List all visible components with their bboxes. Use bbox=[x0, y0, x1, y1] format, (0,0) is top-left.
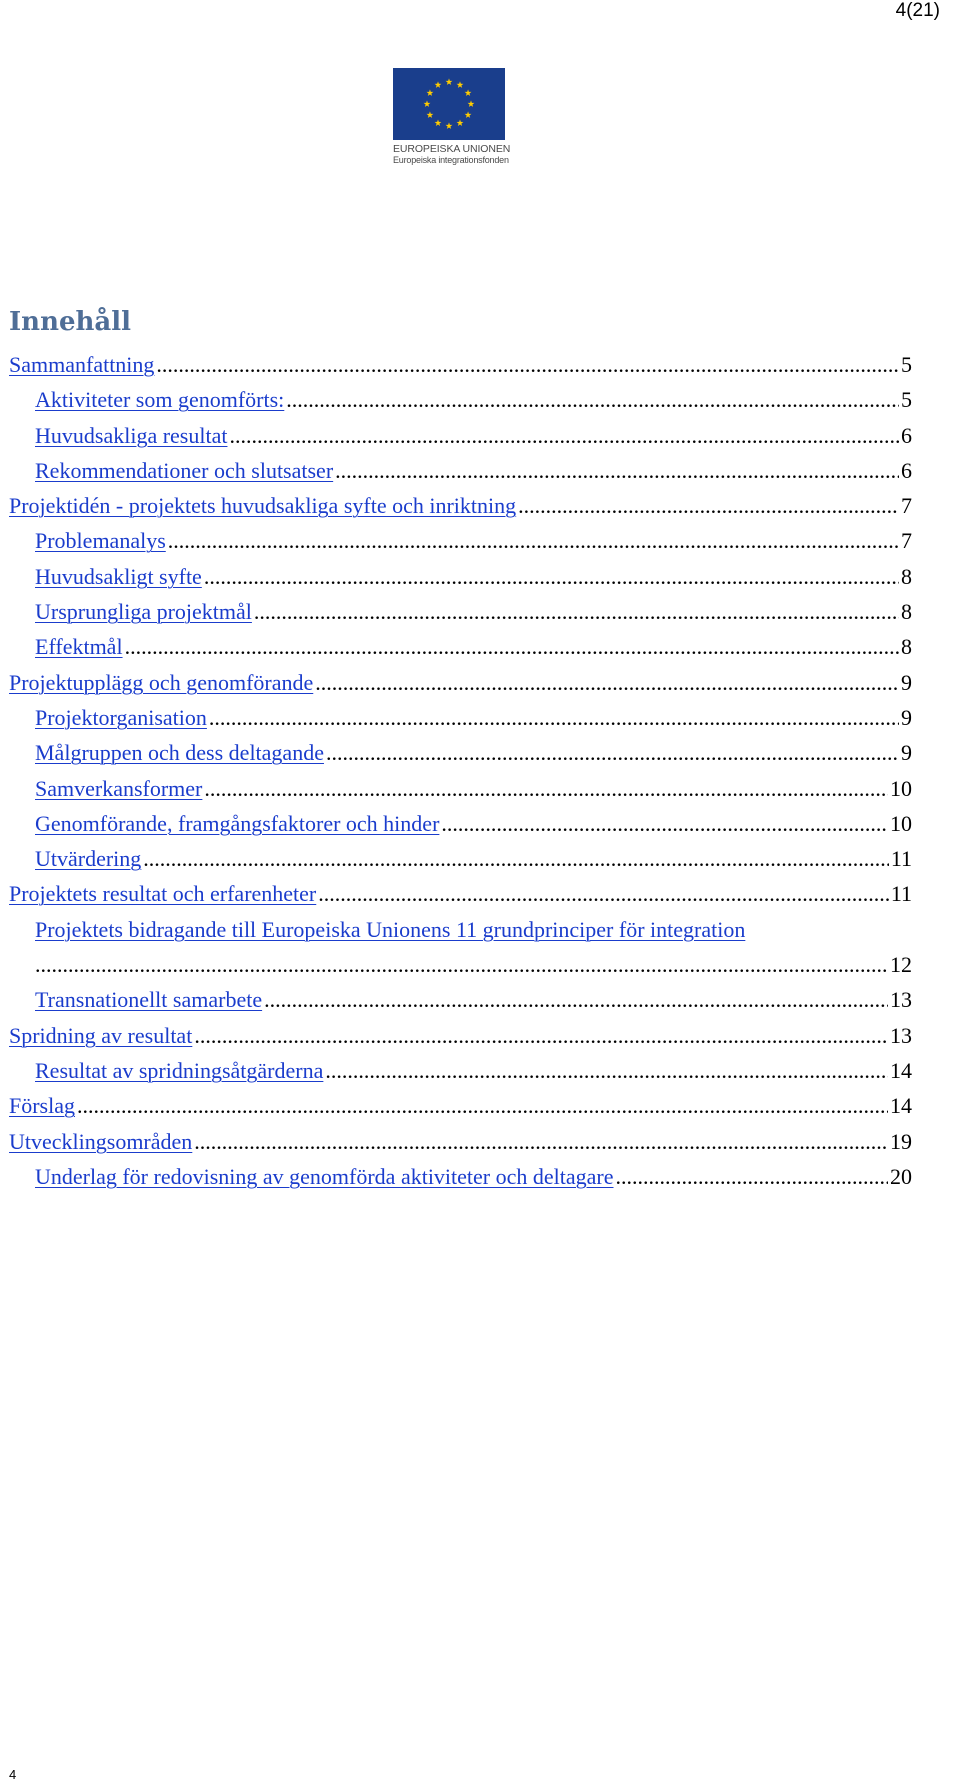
toc-page-number: 7 bbox=[901, 528, 912, 554]
toc-dot-leader bbox=[441, 810, 888, 838]
toc-dot-leader bbox=[77, 1092, 888, 1120]
toc-dot-leader bbox=[229, 422, 899, 450]
toc-dot-leader bbox=[143, 845, 889, 873]
toc-link[interactable]: Problemanalys bbox=[35, 528, 166, 554]
toc-entry-utvecklingsomraden[interactable] bbox=[9, 1128, 912, 1163]
toc-link[interactable]: Huvudsakligt syfte bbox=[35, 563, 202, 589]
toc-entry-utvardering[interactable] bbox=[9, 845, 912, 880]
table-of-contents bbox=[9, 351, 912, 1198]
toc-dot-leader bbox=[264, 986, 888, 1014]
toc-page-number: 19 bbox=[890, 1128, 912, 1154]
toc-link[interactable]: Rekommendationer och slutsatser bbox=[35, 457, 334, 483]
toc-link[interactable]: Samverkansformer bbox=[35, 775, 203, 801]
toc-entry-huvudsakligt-syfte[interactable] bbox=[9, 563, 912, 598]
toc-link[interactable]: Underlag för redovisning av genomförda aktiviteter och deltagare bbox=[35, 1163, 614, 1189]
toc-page-number: 9 bbox=[901, 704, 912, 730]
toc-entry-ursprungliga-projektmal[interactable] bbox=[9, 598, 912, 633]
toc-dot-leader bbox=[35, 951, 888, 979]
toc-entry-projektorganisation[interactable] bbox=[9, 704, 912, 739]
toc-page-number: 9 bbox=[901, 740, 912, 766]
toc-entry-spridningsatgarder[interactable] bbox=[9, 1057, 912, 1092]
toc-entry-projektets-resultat[interactable] bbox=[9, 880, 912, 915]
toc-link[interactable]: Genomförande, framgångsfaktorer och hinder bbox=[35, 810, 440, 836]
toc-entry-aktiviteter[interactable] bbox=[9, 386, 912, 421]
toc-link[interactable]: Projektorganisation bbox=[35, 704, 207, 730]
toc-dot-leader bbox=[318, 880, 889, 908]
toc-link[interactable]: Effektmål bbox=[35, 634, 123, 660]
toc-link[interactable]: Aktiviteter som genomförts: bbox=[35, 387, 285, 413]
toc-dot-leader bbox=[518, 492, 899, 520]
toc-page-number: 11 bbox=[890, 846, 912, 872]
toc-link[interactable]: Projektupplägg och genomförande bbox=[9, 669, 314, 695]
toc-entry-sammanfattning[interactable] bbox=[9, 351, 912, 386]
eu-logo bbox=[393, 68, 511, 166]
toc-entry-forslag[interactable] bbox=[9, 1092, 912, 1127]
toc-link[interactable]: Ursprungliga projektmål bbox=[35, 599, 252, 625]
toc-entry-underlag[interactable] bbox=[9, 1163, 912, 1198]
toc-page-number: 6 bbox=[901, 422, 912, 448]
toc-link[interactable]: Förslag bbox=[9, 1093, 75, 1119]
toc-entry-transnationellt[interactable] bbox=[9, 986, 912, 1021]
toc-dot-leader bbox=[315, 669, 899, 697]
toc-entry-genomforande[interactable] bbox=[9, 810, 912, 845]
toc-entry-huvudsakliga-resultat[interactable] bbox=[9, 422, 912, 457]
toc-page-number: 20 bbox=[890, 1163, 912, 1189]
toc-page-number: 13 bbox=[890, 987, 912, 1013]
toc-dot-leader bbox=[209, 704, 899, 732]
toc-entry-rekommendationer[interactable] bbox=[9, 457, 912, 492]
toc-page-number: 9 bbox=[901, 669, 912, 695]
toc-heading: Innehåll bbox=[9, 307, 132, 337]
toc-link[interactable]: Målgruppen och dess deltagande bbox=[35, 740, 324, 766]
toc-link[interactable]: Projektets bidragande till Europeiska Unionens 11 grundprinciper för integration bbox=[35, 916, 746, 942]
toc-page-number: 8 bbox=[901, 563, 912, 589]
toc-entry-samverkansformer[interactable] bbox=[9, 775, 912, 810]
toc-entry-spridning[interactable] bbox=[9, 1022, 912, 1057]
logo-text-union: EUROPEISKA UNIONEN bbox=[393, 143, 511, 155]
toc-link[interactable]: Huvudsakliga resultat bbox=[35, 422, 228, 448]
toc-page-number: 6 bbox=[901, 457, 912, 483]
toc-page-number: 5 bbox=[901, 387, 912, 413]
toc-entry-malgruppen[interactable] bbox=[9, 739, 912, 774]
toc-dot-leader bbox=[204, 775, 888, 803]
toc-link[interactable]: Projektidén - projektets huvudsakliga syfte och inriktning bbox=[9, 493, 517, 519]
toc-link[interactable]: Resultat av spridningsåtgärderna bbox=[35, 1057, 324, 1083]
toc-dot-leader bbox=[156, 351, 899, 379]
toc-link[interactable]: Utvärdering bbox=[35, 846, 142, 872]
toc-entry-problemanalys[interactable] bbox=[9, 527, 912, 562]
toc-entry-projektiden[interactable] bbox=[9, 492, 912, 527]
toc-page-number: 5 bbox=[901, 352, 912, 377]
toc-page-number: 14 bbox=[890, 1093, 912, 1119]
toc-dot-leader bbox=[616, 1163, 889, 1191]
toc-dot-leader bbox=[286, 386, 899, 414]
toc-link[interactable]: Projektets resultat och erfarenheter bbox=[9, 881, 317, 907]
toc-link[interactable]: Sammanfattning bbox=[9, 352, 155, 377]
toc-page-number: 10 bbox=[890, 775, 912, 801]
toc-page-number: 7 bbox=[901, 493, 912, 519]
toc-dot-leader bbox=[325, 1057, 888, 1085]
toc-entry-effektmal[interactable] bbox=[9, 633, 912, 668]
footer-page-number: 4 bbox=[9, 1767, 17, 1782]
toc-page-number: 10 bbox=[890, 810, 912, 836]
toc-page-number: 8 bbox=[901, 634, 912, 660]
toc-dot-leader bbox=[204, 563, 899, 591]
page-indicator: 4(21) bbox=[895, 0, 940, 21]
toc-entry-grundprinciper-page[interactable] bbox=[9, 951, 912, 986]
toc-dot-leader bbox=[326, 739, 899, 767]
toc-page-number: 11 bbox=[890, 881, 912, 907]
logo-text-fund: Europeiska integrationsfonden bbox=[393, 155, 509, 165]
toc-page-number: 8 bbox=[901, 599, 912, 625]
toc-page-number: 12 bbox=[890, 952, 912, 978]
toc-page-number: 13 bbox=[890, 1022, 912, 1048]
toc-page-number: 14 bbox=[890, 1057, 912, 1083]
toc-dot-leader bbox=[254, 598, 899, 626]
toc-entry-grundprinciper-title[interactable] bbox=[9, 916, 912, 951]
toc-link[interactable]: Transnationellt samarbete bbox=[35, 987, 263, 1013]
toc-dot-leader bbox=[168, 527, 899, 555]
toc-dot-leader bbox=[194, 1022, 888, 1050]
toc-entry-projektupplagg[interactable] bbox=[9, 669, 912, 704]
toc-dot-leader bbox=[125, 633, 899, 661]
toc-dot-leader bbox=[335, 457, 899, 485]
toc-link[interactable]: Utvecklingsområden bbox=[9, 1128, 193, 1154]
toc-dot-leader bbox=[194, 1128, 888, 1156]
toc-link[interactable]: Spridning av resultat bbox=[9, 1022, 193, 1048]
eu-flag-icon bbox=[393, 68, 505, 140]
